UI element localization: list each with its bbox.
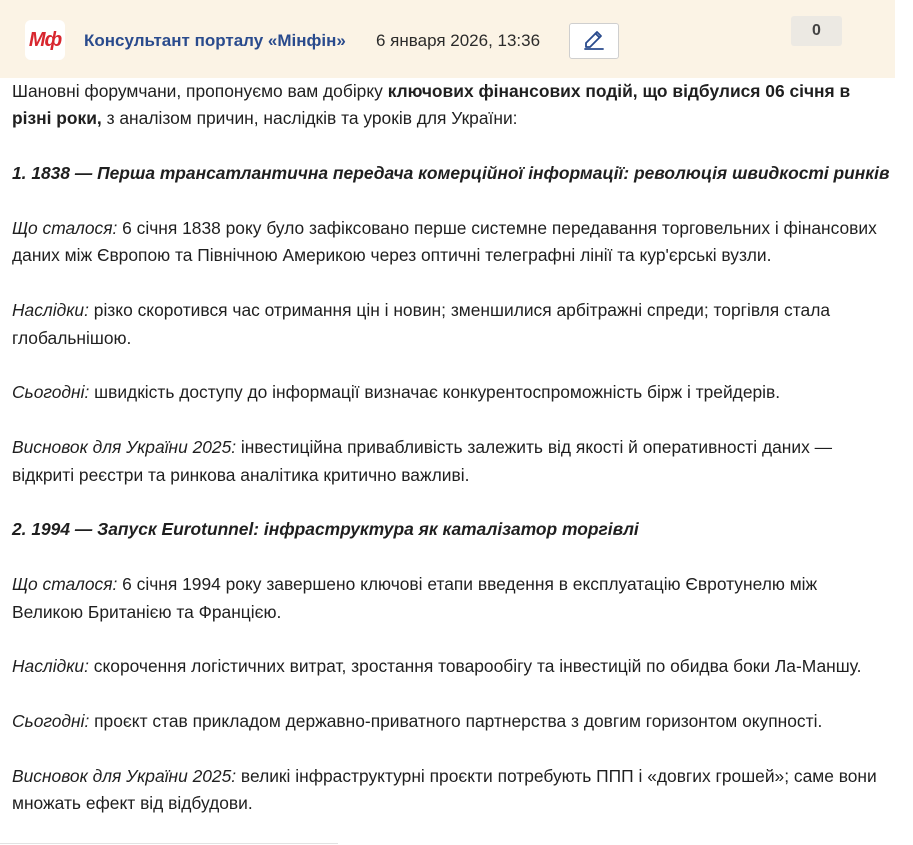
today-label: Сьогодні: — [12, 382, 90, 403]
conclusion-paragraph — [12, 434, 892, 489]
intro-paragraph — [12, 78, 892, 133]
today-text: швидкість доступу до інформації визначає конкурентоспроможність бірж і трейдерів. — [89, 382, 781, 403]
what-happened-label: Що сталося: — [12, 574, 118, 595]
consequences-text: різко скоротився час отримання цін і новин; зменшилися арбітражні спреди; торгівля стала глобальнішою. — [12, 300, 831, 348]
consequences-paragraph — [12, 653, 892, 680]
consequences-label: Наслідки: — [12, 656, 89, 677]
consequences-paragraph — [12, 297, 892, 352]
divider — [0, 843, 338, 844]
pencil-icon — [582, 27, 606, 56]
minfin-logo: Мф — [25, 20, 65, 60]
post-date: 6 января 2026, 13:36 — [376, 31, 541, 50]
today-paragraph — [12, 379, 892, 406]
today-text: проєкт став прикладом державно-приватного партнерства з довгим горизонтом окупності. — [89, 711, 823, 732]
post-body — [12, 78, 892, 818]
intro-bold: ключових фінансових подій, що відбулися 06 січня в різні роки, — [12, 81, 851, 129]
conclusion-text: великі інфраструктурні проєкти потребують ППП і «довгих грошей»; саме вони множать ефект від відбудови. — [12, 766, 877, 814]
what-happened-label: Що сталося: — [12, 218, 118, 238]
conclusion-text: інвестиційна привабливість залежить від якості й оперативності даних — відкриті реєстри та ринкова аналітика критично важливі. — [12, 437, 833, 485]
what-happened-text: 6 січня 1838 року було зафіксовано перше системне передавання торговельних і фінансових даних між Європою та Північною Америкою через оптичні телеграфні лінії та кур'єрські вузли. — [12, 218, 877, 266]
conclusion-label: Висновок для України 2025: — [12, 437, 237, 458]
intro-suffix: з аналізом причин, наслідків та уроків для України: — [101, 108, 518, 129]
what-happened-paragraph — [12, 571, 892, 626]
section-title: 2. 1994 — Запуск Eurotunnel: інфраструктура як каталізатор торгівлі — [12, 519, 639, 540]
today-paragraph — [12, 708, 892, 735]
post-header — [0, 0, 895, 78]
conclusion-paragraph — [12, 763, 892, 818]
edit-button[interactable] — [569, 23, 619, 59]
consequences-text: скорочення логістичних витрат, зростання товарообігу та інвестицій по обидва боки Ла-Маншу. — [88, 656, 862, 677]
intro-prefix: Шановні форумчани, пропонуємо вам добірку — [12, 81, 388, 101]
what-happened-text: 6 січня 1994 року завершено ключові етапи введення в експлуатацію Євротунелю між Великою Британією та Францією. — [12, 574, 818, 622]
author-link[interactable]: Консультант порталу «Мінфін» — [84, 31, 346, 50]
what-happened-paragraph — [12, 215, 892, 270]
conclusion-label: Висновок для України 2025: — [12, 766, 237, 786]
today-label: Сьогодні: — [12, 711, 90, 732]
section-title: 1. 1838 — Перша трансатлантична передача комерційної інформації: революція швидкості ринків — [12, 163, 890, 184]
consequences-label: Наслідки: — [12, 300, 89, 321]
rating-counter[interactable]: 0 — [791, 16, 842, 46]
